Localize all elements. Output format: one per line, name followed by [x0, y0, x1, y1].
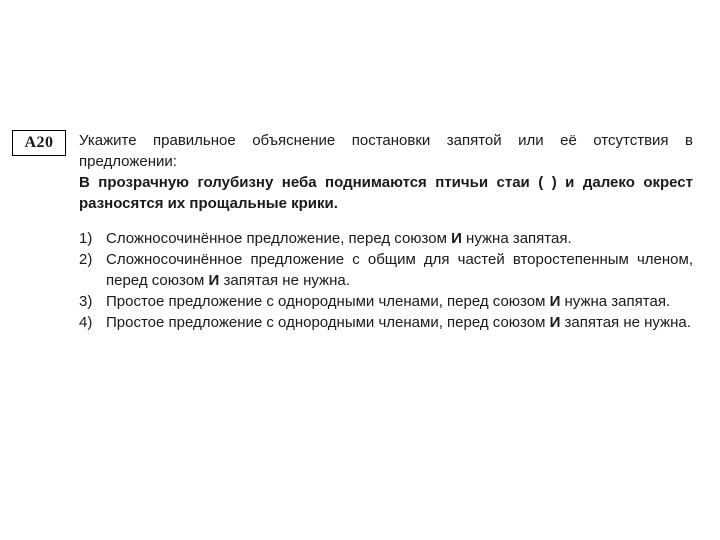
- option-conjunction: И: [549, 293, 561, 310]
- option-text: [106, 312, 693, 333]
- option-text-after: нужна запятая.: [461, 230, 572, 247]
- option-text-after: запятая не нужна.: [219, 272, 350, 289]
- task-content: [79, 130, 693, 333]
- task-sentence: В прозрачную голубизну неба поднимаются птичьи стаи ( ) и далеко окрест разносятся их прощальные крики.: [79, 174, 693, 212]
- option-text-before: Сложносочинённое предложение, перед союзом: [106, 230, 452, 247]
- answer-options: [79, 228, 693, 333]
- option-text: [106, 249, 693, 291]
- option-number: 4): [79, 314, 93, 331]
- task-number: А20: [24, 134, 54, 151]
- option-conjunction: И: [208, 272, 220, 289]
- answer-option-2[interactable]: [79, 249, 693, 291]
- option-conjunction: И: [549, 314, 561, 331]
- option-conjunction: И: [451, 230, 462, 247]
- option-text-before: Сложносочинённое предложение с общим для частей второстепенным членом, перед союзом: [106, 251, 693, 289]
- option-text: [106, 291, 693, 312]
- option-text-before: Простое предложение с однородными членами, перед союзом: [106, 293, 550, 310]
- option-text: [106, 228, 693, 249]
- option-text-after: запятая не нужна.: [560, 314, 691, 331]
- option-number: 1): [79, 230, 93, 247]
- option-number: 3): [79, 293, 93, 310]
- option-text-before: Простое предложение с однородными членами, перед союзом: [106, 314, 550, 331]
- answer-option-3[interactable]: [79, 291, 693, 312]
- answer-option-4[interactable]: [79, 312, 693, 333]
- option-text-after: нужна запятая.: [560, 293, 671, 310]
- task-number-box: [12, 130, 66, 156]
- answer-option-1[interactable]: [79, 228, 693, 249]
- question-text: Укажите правильное объяснение постановки запятой или её отсутствия в предложении:: [79, 132, 693, 170]
- option-number: 2): [79, 251, 93, 268]
